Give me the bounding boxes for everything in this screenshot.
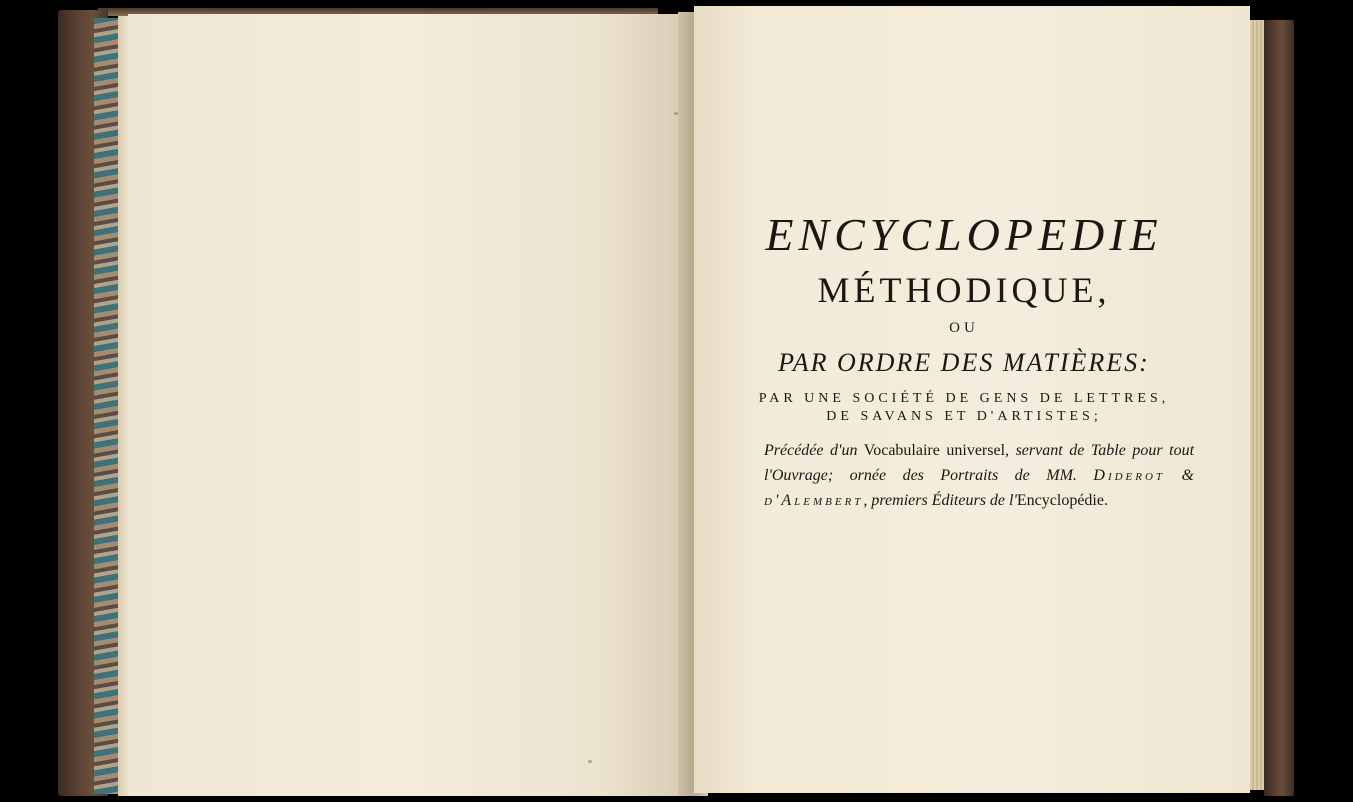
author-dalembert: d'Alembert <box>764 492 864 509</box>
preceded-part-2: Vocabulaire universel, <box>863 442 1010 459</box>
right-cover-board <box>1264 20 1294 796</box>
society-line-2: DE SAVANS ET D'ARTISTES; <box>826 409 1102 424</box>
order-line: PAR ORDRE DES MATIÈRES: <box>778 348 1150 377</box>
marbled-endpaper <box>94 18 120 794</box>
preceded-part-4: , premiers Éditeurs de <box>863 492 1006 509</box>
blank-left-page <box>128 14 683 796</box>
title-page-text <box>694 6 1250 793</box>
subtitle: MÉTHODIQUE, <box>817 270 1111 310</box>
preceded-part-1: Précédée d'un <box>764 442 858 459</box>
author-diderot: Diderot <box>1093 467 1166 484</box>
show-through-text <box>734 76 1214 134</box>
preceded-part-5: l' <box>1009 492 1017 509</box>
ampersand: & <box>1181 467 1194 484</box>
preceded-part-6: Encyclopédie. <box>1016 492 1108 509</box>
conjunction-ou: OU <box>949 320 979 336</box>
open-book <box>58 6 1294 797</box>
preceded-paragraph <box>764 438 1194 513</box>
society-line-1: PAR UNE SOCIÉTÉ DE GENS DE LETTRES, <box>758 391 1170 406</box>
preceded-part-3: servant de Table pour tout l'Ouvrage; ornée des Portraits de MM. <box>764 442 1195 484</box>
title-page <box>694 6 1250 793</box>
society-lines <box>704 390 1224 426</box>
main-title: ENCYCLOPEDIE <box>765 209 1163 260</box>
